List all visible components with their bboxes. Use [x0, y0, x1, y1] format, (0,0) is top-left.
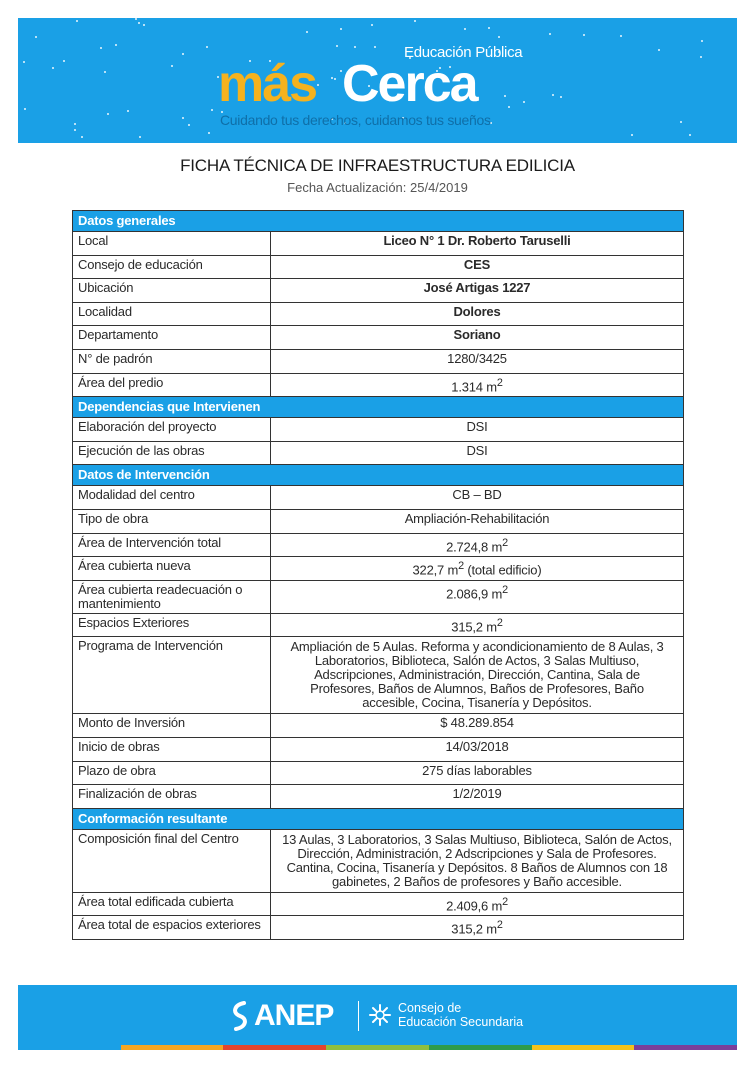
table-row	[73, 761, 684, 785]
row-value	[271, 373, 684, 397]
row-value	[271, 557, 684, 581]
section-header	[73, 465, 684, 486]
row-label: Departamento	[73, 326, 271, 350]
banner-star	[464, 28, 466, 30]
footer-banner	[18, 985, 737, 1045]
banner-star	[52, 67, 54, 69]
unit-superscript: 2	[502, 895, 508, 908]
section-title-dependencias: Dependencias que Intervienen	[73, 397, 684, 418]
anep-swirl-icon	[228, 1000, 252, 1032]
value-text: 2.086,9 m	[446, 586, 503, 602]
section-header	[73, 808, 684, 829]
banner-star	[414, 20, 416, 22]
section-title-intervencion: Datos de Intervención	[73, 465, 684, 486]
table-row	[73, 326, 684, 350]
footer-color-strip	[18, 1045, 737, 1050]
banner-star	[371, 24, 373, 26]
ces-star-icon	[368, 1003, 392, 1027]
banner-star	[549, 33, 551, 35]
row-value: Liceo N° 1 Dr. Roberto Taruselli	[271, 232, 684, 256]
row-value: 14/03/2018	[271, 737, 684, 761]
row-label: Ejecución de las obras	[73, 441, 271, 465]
strip-segment	[532, 1045, 635, 1050]
strip-segment	[634, 1045, 737, 1050]
value-text: 2.409,6 m	[446, 898, 503, 914]
banner-star	[23, 61, 25, 63]
banner-star	[340, 28, 342, 30]
banner-star	[63, 60, 65, 62]
banner-star	[206, 46, 208, 48]
banner-star	[143, 24, 145, 26]
value-suffix: (total edificio)	[463, 562, 542, 578]
row-label: Programa de Intervención	[73, 637, 271, 714]
row-label: Localidad	[73, 302, 271, 326]
value-text: 2.724,8 m	[446, 538, 503, 554]
row-label: Área cubierta readecuación o mantenimiento	[73, 580, 271, 613]
banner-star	[74, 123, 76, 125]
section-title-generales: Datos generales	[73, 211, 684, 232]
value-text: 315,2 m	[451, 619, 497, 635]
strip-segment	[18, 1045, 121, 1050]
banner-star	[498, 36, 500, 38]
mascerca-logo	[218, 44, 548, 128]
row-label: Ubicación	[73, 279, 271, 303]
section-title-conformacion: Conformación resultante	[73, 808, 684, 829]
banner-star	[188, 124, 190, 126]
row-label: N° de padrón	[73, 349, 271, 373]
banner-star	[182, 53, 184, 55]
row-label: Tipo de obra	[73, 509, 271, 533]
banner-star	[658, 49, 660, 51]
brand-tagline: Cuidando tus derechos, cuidamos tus sueños	[220, 112, 491, 128]
table-row	[73, 441, 684, 465]
page-title: FICHA TÉCNICA DE INFRAESTRUCTURA EDILICIA	[180, 156, 575, 175]
banner-star	[24, 108, 26, 110]
row-label: Elaboración del proyecto	[73, 418, 271, 442]
banner-star	[306, 31, 308, 33]
value-text: 322,7 m	[412, 562, 459, 578]
banner-star	[211, 109, 213, 111]
ces-line-2: Educación Secundaria	[398, 1015, 524, 1029]
row-value: DSI	[271, 418, 684, 442]
table-row	[73, 279, 684, 303]
table-row	[73, 829, 684, 892]
row-value: Soriano	[271, 326, 684, 350]
strip-segment	[223, 1045, 326, 1050]
row-label: Área cubierta nueva	[73, 557, 271, 581]
row-label: Consejo de educación	[73, 255, 271, 279]
value-text: 315,2 m	[451, 921, 497, 937]
table-row	[73, 714, 684, 738]
banner-star	[104, 71, 106, 73]
row-value	[271, 533, 684, 557]
banner-star	[115, 44, 117, 46]
unit-superscript: 2	[502, 536, 508, 549]
banner-star	[138, 22, 140, 24]
value-text: 1.314 m	[451, 378, 497, 394]
table-row	[73, 580, 684, 613]
brand-mas: más	[218, 55, 317, 113]
banner-star	[107, 113, 109, 115]
row-label: Plazo de obra	[73, 761, 271, 785]
banner-star	[81, 136, 83, 138]
banner-star	[620, 35, 622, 37]
row-label: Espacios Exteriores	[73, 613, 271, 637]
ces-line-1: Consejo de	[398, 1001, 462, 1015]
ces-text	[398, 1001, 523, 1029]
update-date: Fecha Actualización: 25/4/2019	[287, 180, 468, 195]
strip-segment	[121, 1045, 224, 1050]
table-row	[73, 418, 684, 442]
section-header	[73, 397, 684, 418]
row-value: José Artigas 1227	[271, 279, 684, 303]
table-row	[73, 255, 684, 279]
anep-text: ANEP	[254, 999, 334, 1032]
banner-star	[171, 65, 173, 67]
row-label: Finalización de obras	[73, 785, 271, 809]
infrastructure-table	[72, 210, 684, 940]
row-value	[271, 892, 684, 916]
row-value: 275 días laborables	[271, 761, 684, 785]
banner-star	[560, 96, 562, 98]
banner-star	[100, 47, 102, 49]
row-value: Ampliación de 5 Aulas. Reforma y acondicionamiento de 8 Aulas, 3 Laboratorios, Biblioteca, Salón de Actos, 3 Salas Multiuso, Adscripciones, Administración, Dirección, Cantina, Sala de Profesores, Baños de Alumnos, Baños de Profesores, Baño accesible, Cocina, Tisanería y Depósitos.	[271, 637, 684, 714]
row-value: CB – BD	[271, 486, 684, 510]
row-label: Área total edificada cubierta	[73, 892, 271, 916]
unit-superscript: 2	[458, 560, 464, 573]
row-value	[271, 580, 684, 613]
table-row	[73, 533, 684, 557]
banner-star	[127, 110, 129, 112]
banner-star	[631, 134, 633, 136]
brand-cerca: Cerca	[342, 55, 477, 113]
banner-star	[701, 40, 703, 42]
banner-star	[680, 121, 682, 123]
banner-star	[182, 117, 184, 119]
row-value	[271, 613, 684, 637]
table-row	[73, 557, 684, 581]
row-label: Inicio de obras	[73, 737, 271, 761]
footer-divider	[358, 1001, 359, 1031]
row-value: $ 48.289.854	[271, 714, 684, 738]
strip-segment	[326, 1045, 429, 1050]
banner-star	[552, 94, 554, 96]
header-banner	[18, 18, 737, 143]
banner-star	[135, 18, 137, 20]
row-value: Ampliación-Rehabilitación	[271, 509, 684, 533]
banner-star	[208, 132, 210, 134]
table-row	[73, 613, 684, 637]
row-label: Monto de Inversión	[73, 714, 271, 738]
banner-star	[689, 134, 691, 136]
table-row	[73, 349, 684, 373]
row-value: 1/2/2019	[271, 785, 684, 809]
table-row	[73, 916, 684, 940]
banner-star	[35, 36, 37, 38]
row-value: Dolores	[271, 302, 684, 326]
unit-superscript: 2	[496, 616, 503, 629]
ces-logo	[368, 1001, 523, 1029]
row-label: Área de Intervención total	[73, 533, 271, 557]
unit-superscript: 2	[502, 583, 508, 596]
anep-logo	[228, 999, 333, 1033]
row-value	[271, 916, 684, 940]
row-label: Área del predio	[73, 373, 271, 397]
table-row	[73, 373, 684, 397]
table-row	[73, 892, 684, 916]
table-row	[73, 637, 684, 714]
row-value: CES	[271, 255, 684, 279]
row-label: Local	[73, 232, 271, 256]
banner-star	[583, 34, 585, 36]
row-value: DSI	[271, 441, 684, 465]
banner-star	[74, 129, 76, 131]
banner-star	[76, 20, 78, 22]
banner-star	[488, 27, 490, 29]
brand-subtitle: Educación Pública	[404, 44, 523, 61]
banner-star	[700, 56, 702, 58]
unit-superscript: 2	[496, 919, 503, 932]
row-value: 1280/3425	[271, 349, 684, 373]
unit-superscript: 2	[496, 376, 503, 389]
row-label: Modalidad del centro	[73, 486, 271, 510]
table-row	[73, 785, 684, 809]
table-row	[73, 737, 684, 761]
table-row	[73, 232, 684, 256]
row-label: Área total de espacios exteriores	[73, 916, 271, 940]
section-header	[73, 211, 684, 232]
table-row	[73, 302, 684, 326]
table-row	[73, 509, 684, 533]
table-row	[73, 486, 684, 510]
banner-star	[139, 136, 141, 138]
row-value: 13 Aulas, 3 Laboratorios, 3 Salas Multiuso, Biblioteca, Salón de Actos, Dirección, Administración, 2 Adscripciones y Sala de Profesores. Cantina, Cocina, Tisanería y Depósitos. 8 Baños de Alumnos con 18 gabinetes, 2 Baños de profesores y Baño accesible.	[271, 829, 684, 892]
row-label: Composición final del Centro	[73, 829, 271, 892]
strip-segment	[429, 1045, 532, 1050]
